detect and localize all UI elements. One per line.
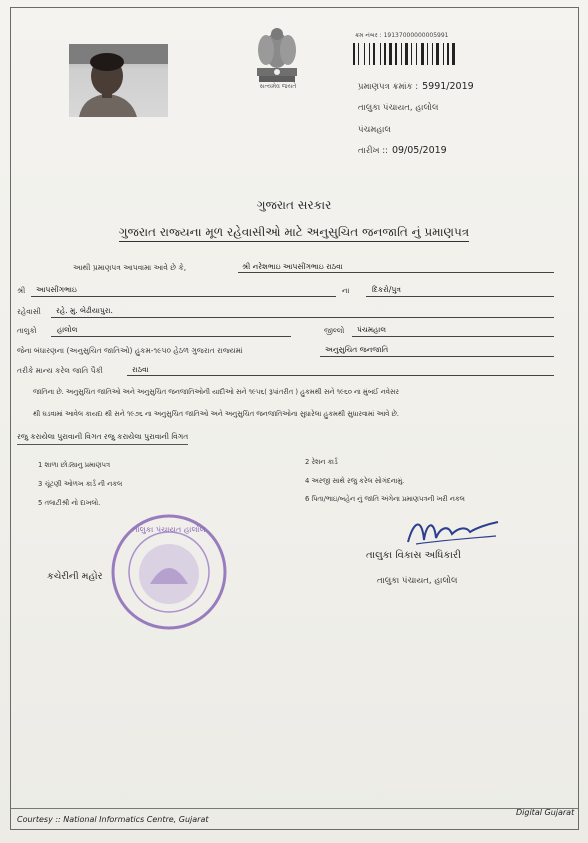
issuing-office: તાલુકા પંચાયત, હાલોલ	[358, 103, 439, 113]
applicant-photo	[69, 44, 168, 117]
issuing-district: પંચમહાલ	[358, 125, 391, 135]
certificate-number-label: પ્રમાણપત્ર ક્રમાંક :	[358, 82, 419, 92]
document-item: 1 શાળા છોડ્યાનુ પ્રમાણપત્ર	[38, 461, 111, 469]
field-line	[31, 296, 336, 297]
footer-courtesy: Courtesy :: National Informatics Centre, Gujarat	[17, 815, 209, 824]
resident-value: રહે. મુ. બેઢીયાપુરા.	[56, 306, 113, 315]
document-item: 4 અરજી સાથે રજુ કરેલ સોગંદનામું.	[305, 477, 405, 485]
document-item: 3 ચૂંટણી ઓળખ કાર્ડ ની નકલ	[38, 480, 123, 488]
barcode-number: ક્રમ નંબર : 19137000000005991	[355, 32, 449, 39]
document-item: 5 તલાટીશ્રી નો દાખલો.	[38, 499, 101, 507]
footer-digital-gujarat: Digital Gujarat	[516, 808, 575, 817]
field-line	[127, 375, 554, 376]
paragraph-line-1: જાતિના છે. અનુસુચિત જાતિઓ અને અનુસુચિત જનજાતિઓની યાદીઓ સને ૧૯૫૬( રૂપાંતરીત ) હુકમથી સને ૧૯૬૦ ના મુંબઈ નવેસર	[33, 388, 399, 396]
barcode	[353, 43, 477, 65]
government-title: ગુજરાત સરકાર	[256, 198, 332, 212]
district-value: પંચમહાલ	[357, 325, 387, 334]
relation-label: ના	[342, 286, 350, 295]
order-label: જેના બંધારણના (અનુસુચિત જાતિઓ) હુકમ-૧૯૫૦ હેઠળ ગુજરાત રાજ્યમાં	[17, 346, 243, 355]
national-emblem-icon	[251, 20, 303, 92]
officer-signature	[404, 514, 502, 548]
father-label: શ્રી	[17, 286, 26, 295]
officer-title: તાલુકા વિકાસ અધિકારી	[366, 550, 461, 561]
caste-label: તરીકે માન્ય કરેલ જાતિ પૈકી	[17, 366, 103, 375]
document-item: 2 રેશન કાર્ડ	[305, 458, 338, 466]
officer-office: તાલુકા પંચાયત, હાલોલ	[377, 576, 458, 586]
field-line	[238, 272, 554, 273]
district-label: જીલ્લો	[324, 326, 345, 335]
order-value: અનુસુચિત જનજાતિ	[325, 345, 389, 354]
certificate-number-row	[358, 81, 474, 92]
date-row	[358, 145, 447, 156]
field-line	[51, 317, 554, 318]
certificate-title: ગુજરાત રાજ્યના મૂળ રહેવાસીઓ માટે અનુસુચિત જનજાતિ નું પ્રમાણપત્ર	[0, 225, 588, 240]
documents-heading: રજુ કરાયેલા પુરાવાની વિગત રજુ કરાયેલા પુરાવાની વિગત	[17, 432, 188, 445]
issued-to-value: શ્રી નરેશભાઇ આપસીંગભાઇ રાઠવા	[242, 262, 343, 271]
office-seal-icon	[110, 512, 228, 632]
relation-value: દિકરો/પુત્ર	[372, 285, 401, 294]
field-line	[352, 336, 554, 337]
svg-text:તાલુકા પંચાયત હાલોલ: તાલુકા પંચાયત હાલોલ	[132, 525, 206, 534]
field-line	[366, 296, 554, 297]
field-line	[51, 336, 291, 337]
issue-date: 09/05/2019	[391, 145, 447, 156]
taluka-value: હાલોલ	[57, 325, 78, 334]
certificate-number: 5991/2019	[422, 81, 474, 92]
resident-label: રહેવાસી	[17, 307, 41, 316]
document-item: 6 પિતા/ભાઇ/બહેન નું જાતિ અંગેના પ્રમાણપત્રની ખરી નકલ	[305, 495, 465, 503]
field-line	[320, 356, 554, 357]
father-value: આપસીંગભાઇ	[36, 285, 77, 294]
emblem-caption: સત્યમેવ જયતે	[259, 83, 297, 90]
caste-value: રાઠવા	[132, 365, 149, 374]
issued-to-label: આથી પ્રમાણપત્ર આપવામા આવે છે કે,	[73, 263, 187, 272]
footer-divider	[11, 808, 578, 809]
taluka-label: તાલુકો	[17, 326, 37, 335]
paragraph-line-2: થી ઘડવામાં આવેલ કાયદા થી સને ૧૯૭૬ ના અનુસુચિત જાતિઓ અને અનુસુચિત જનજાતિઓના સુધારેલા હુકમથી સુધારવામાં આવે છે.	[33, 410, 399, 418]
seal-label: કચેરીની મહોર	[47, 571, 103, 582]
date-label: તારીખ ::	[358, 146, 388, 156]
